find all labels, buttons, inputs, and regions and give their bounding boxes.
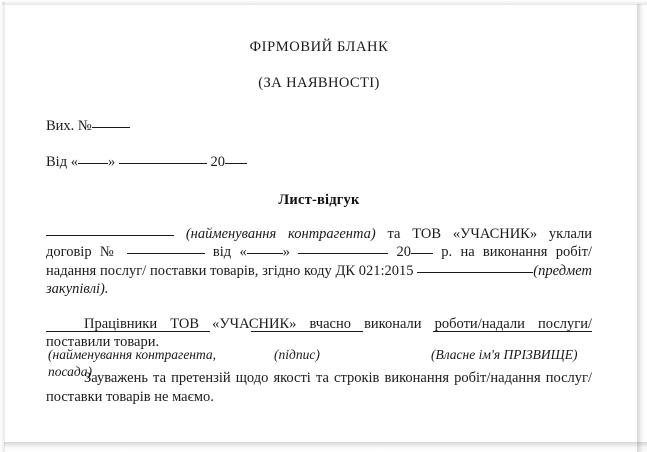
date-month-blank[interactable] — [119, 163, 207, 164]
signature-rules — [46, 331, 592, 343]
section-heading: Лист-відгук — [278, 192, 360, 208]
counterparty-name-blank[interactable] — [46, 235, 174, 236]
contract-number-blank[interactable] — [127, 253, 205, 254]
page-subtitle: (ЗА НАЯВНОСТІ) — [258, 75, 380, 91]
contract-year-suffix: р. на виконання робіт/ надання послуг/ поставки — [46, 244, 593, 279]
signature-line-fullname[interactable] — [433, 331, 592, 332]
signature-label-counterparty: (найменування контрагента, посада) — [48, 347, 217, 379]
document-sheet — [5, 5, 637, 442]
procurement-subject-blank[interactable] — [417, 272, 533, 273]
contract-quote-close: » — [282, 244, 290, 261]
contract-year-blank[interactable] — [411, 253, 433, 254]
contract-month-blank[interactable] — [298, 253, 388, 254]
procurement-subject-hint: (предмет закупівлі). — [46, 262, 593, 298]
document-content — [46, 5, 592, 442]
outgoing-number-field — [46, 118, 592, 135]
date-prefix-label: Від « — [46, 154, 78, 170]
signature-block — [46, 331, 592, 383]
signature-label-fullname: (Власне ім'я ПРІЗВИЩЕ) — [431, 347, 578, 362]
date-quote-close: » — [107, 154, 116, 170]
signature-line-counterparty[interactable] — [46, 331, 210, 332]
paragraph-no-claims: Зауважень та претензій щодо якості та строків виконання робіт/надання послуг/поставки товарів не маємо. — [46, 370, 592, 405]
contract-year-prefix: 20 — [396, 244, 412, 261]
signature-labels — [46, 343, 592, 383]
outgoing-number-blank[interactable] — [92, 127, 130, 128]
page-shadow-bottom — [4, 442, 647, 452]
contract-from-label: від « — [212, 244, 247, 261]
date-year-blank[interactable] — [225, 163, 247, 164]
paragraph-contract — [46, 225, 592, 299]
date-year-prefix: 20 — [210, 154, 225, 170]
paragraph-performed: Працівники ТОВ «УЧАСНИК» вчасно виконали роботи/надали послуги/поставили товари. — [46, 315, 592, 351]
counterparty-hint: (найменування контрагента) — [185, 226, 376, 242]
contract-number-label: № — [99, 244, 119, 261]
signature-line-signature[interactable] — [251, 331, 363, 332]
page-title: ФІРМОВИЙ БЛАНК — [249, 39, 389, 55]
contract-day-blank[interactable] — [247, 253, 283, 254]
page-shadow-right — [637, 4, 647, 452]
signature-label-signature: (підпис) — [274, 347, 320, 362]
contract-goods-line: товарів, згідно коду ДК 021:2015 — [210, 262, 414, 279]
title-block — [46, 39, 592, 92]
document-date-field — [46, 154, 592, 171]
date-day-blank[interactable] — [78, 163, 108, 164]
outgoing-number-label: Вих. № — [46, 118, 92, 134]
contract-text-after-counterparty: та ТОВ «УЧАСНИК» уклали договір — [46, 226, 593, 261]
